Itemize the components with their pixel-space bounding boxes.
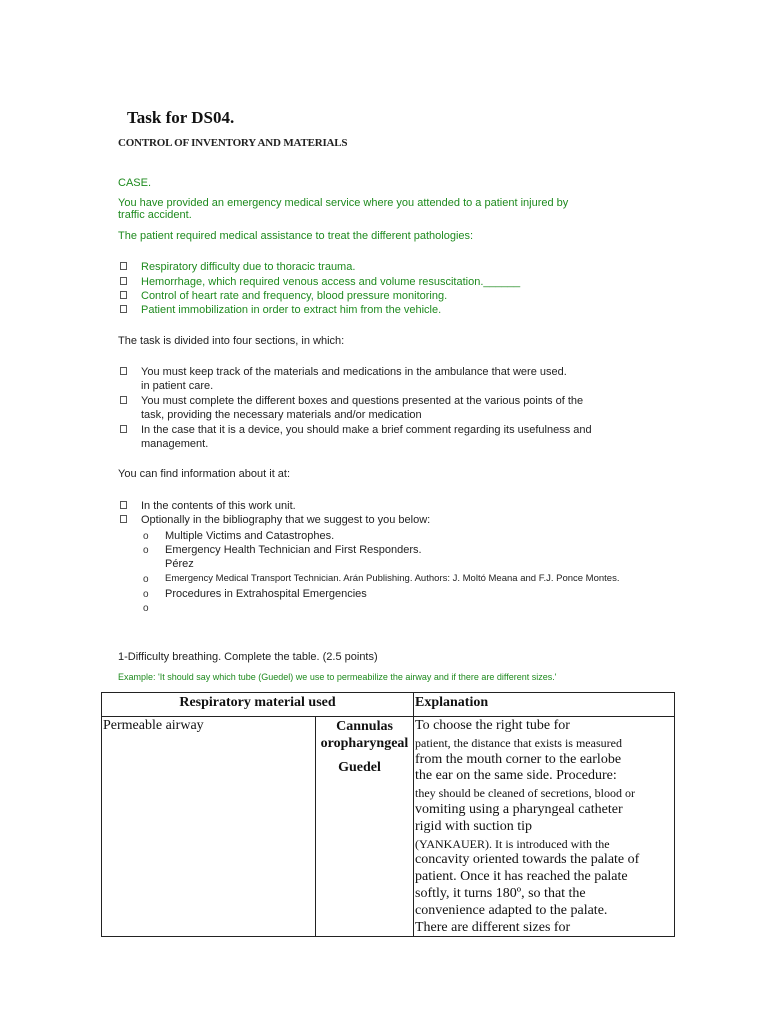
bullet-circle-icon: o [143,574,149,585]
case-label: CASE. [118,177,152,189]
checkbox-icon [120,396,127,404]
checkbox-icon [120,291,127,299]
explanation-line: patient. Once it has reached the palate [415,869,628,885]
explanation-line: convenience adapted to the palate. [415,902,608,918]
explanation-line: the ear on the same side. Procedure: [415,768,617,784]
explanation-line: concavity oriented towards the palate of [415,852,640,868]
checkbox-icon [120,515,127,523]
biblio-item: Emergency Medical Transport Technician. Arán Publishing. Authors: J. Moltó Meana and F.J. Ponce Montes. [165,573,620,584]
explanation-cell [414,717,675,937]
checkbox-icon [120,425,127,433]
table-header-row [102,693,675,717]
biblio-item: Emergency Health Technician and First Responders. [165,544,422,556]
checkbox-icon [120,277,127,285]
info-intro: You can find information about it at: [118,468,291,480]
task-item3-line1: In the case that it is a device, you should make a brief comment regarding its usefulness and [141,424,592,436]
explanation-line: To choose the right tube for [415,718,570,733]
checkbox-icon [120,367,127,375]
case-intro-line2: traffic accident. [118,209,192,221]
materials-table [101,692,675,937]
case-intro-line1: You have provided an emergency medical service where you attended to a patient injured by [118,197,569,209]
task-item1-line2: in patient care. [141,380,214,392]
checkbox-icon [120,305,127,313]
column-header-explanation: Explanation [414,693,675,717]
device-cell [316,717,414,937]
task-intro: The task is divided into four sections, in which: [118,335,345,347]
column-header-material: Respiratory material used [102,693,414,717]
explanation-line: rigid with suction tip [415,818,533,834]
page-title: Task for DS04. [127,108,235,127]
section1-heading: 1-Difficulty breathing. Complete the table. (2.5 points) [118,651,378,663]
material-cell: Permeable airway [102,717,316,937]
pathology-item: Control of heart rate and frequency, blood pressure monitoring. [141,290,448,302]
biblio-item: Pérez [165,558,194,570]
checkbox-icon [120,262,127,270]
task-item2-line1: You must complete the different boxes and questions presented at the various points of the [141,395,584,407]
task-item3-line2: management. [141,438,209,450]
info-item2: Optionally in the bibliography that we suggest to you below: [141,514,431,526]
info-item1: In the contents of this work unit. [141,500,296,512]
table-row [102,717,675,937]
task-item1-line1: You must keep track of the materials and medications in the ambulance that were used. [141,366,567,378]
device-line: Cannulas [336,719,393,734]
bullet-circle-icon: o [143,531,149,542]
checkbox-icon [120,501,127,509]
explanation-line: vomiting using a pharyngeal catheter [415,801,623,817]
document-subtitle: CONTROL OF INVENTORY AND MATERIALS [118,137,348,149]
explanation-line: There are different sizes for [415,919,571,935]
explanation-line: from the mouth corner to the earlobe [415,751,622,767]
explanation-line: they should be cleaned of secretions, blood or [415,786,635,801]
explanation-line: patient, the distance that exists is measured [415,735,622,750]
bullet-circle-icon: o [143,545,149,556]
pathologies-intro: The patient required medical assistance to treat the different pathologies: [118,230,474,242]
pathology-item: Respiratory difficulty due to thoracic trauma. [141,261,356,273]
biblio-item: Procedures in Extrahospital Emergencies [165,588,367,600]
pathology-item: Hemorrhage, which required venous access and volume resuscitation.______ [141,276,521,288]
explanation-line: softly, it turns 180º, so that the [415,885,586,901]
pathology-item: Patient immobilization in order to extract him from the vehicle. [141,304,442,316]
explanation-line: (YANKAUER). It is introduced with the [415,836,610,851]
bullet-circle-icon: o [143,603,149,614]
section1-example: Example: 'It should say which tube (Guedel) we use to permeabilize the airway and if there are different sizes.' [118,672,557,682]
device-line: oropharyngeal [320,736,409,751]
task-item2-line2: task, providing the necessary materials and/or medication [141,409,422,421]
bullet-circle-icon: o [143,589,149,600]
device-line: Guedel [338,760,381,775]
biblio-item: Multiple Victims and Catastrophes. [165,530,335,542]
